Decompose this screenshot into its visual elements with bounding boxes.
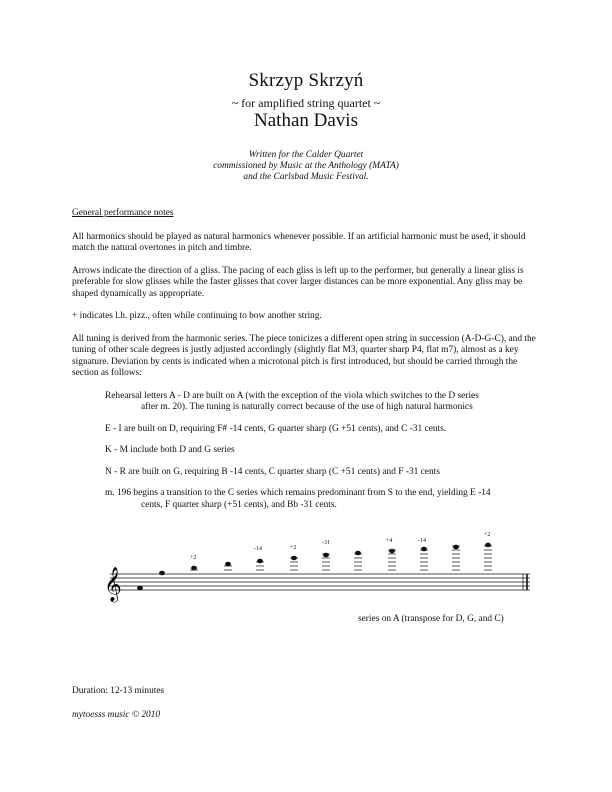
treble-clef-icon: 𝄞 xyxy=(104,567,122,602)
harmonic-series-staff xyxy=(104,532,530,608)
dedication-line: commissioned by Music at the Anthology (MATA) xyxy=(213,161,399,171)
note-head xyxy=(137,586,142,590)
tuning-item-continuation: after m. 20). The tuning is naturally correct because of the use of high natural harmonics xyxy=(141,402,473,412)
notes-group xyxy=(137,543,490,590)
cent-annotation: +2 xyxy=(190,555,197,561)
notes-heading: General performance notes xyxy=(72,208,174,218)
tuning-item-text: N - R are built on G, requiring B -14 cents, C quarter sharp (C +51 cents) and F -31 cents xyxy=(105,466,440,477)
copyright: mytoesss music © 2010 xyxy=(72,710,161,720)
cent-annotation: -31 xyxy=(322,540,330,546)
tuning-item xyxy=(105,467,542,479)
note-head xyxy=(225,562,230,566)
dedication-line: and the Carlsbad Music Festival. xyxy=(243,172,369,182)
cent-annotation: +4 xyxy=(386,538,393,544)
cent-annotations xyxy=(190,532,490,561)
note-paragraph-tuning: All tuning is derived from the harmonic series. The piece tonicizes a different open string in succession (A-D-G-C), and the tuning of other scale degrees is justly adjusted accordingly (slightly flat M3, quarter sharp P4, flat m7), almost as a key signature. Deviation by cents is indicated when a microtonal pitch is first introduced, but should be carried through the section as follows: xyxy=(72,333,536,378)
tuning-item-text: K - M include both D and G series xyxy=(105,445,235,455)
cent-annotation: +2 xyxy=(290,545,297,551)
note-paragraph-gliss: Arrows indicate the direction of a gliss. The pacing of each gliss is left up to the performer, but generally a linear gliss is preferable for slow glisses while the faster glisses that cover larger distances can be more exponential. Any gliss may be shaped dynamically as appropriate. xyxy=(72,265,524,299)
cent-annotation: +2 xyxy=(484,532,491,538)
tuning-item-text: E - I are built on D, requiring F# -14 cents, G quarter sharp (G +51 cents), and C -31 cents. xyxy=(105,423,447,434)
example-caption: series on A (transpose for D, G, and C) xyxy=(358,614,504,624)
composer-name: Nathan Davis xyxy=(254,110,358,131)
performance-notes xyxy=(72,208,542,521)
tuning-item-text: Rehearsal letters A - D are built on A (with the exception of the viola which switches to the D series xyxy=(105,390,479,401)
tuning-item-text: m. 196 begins a transition to the C series which remains predominant from S to the end, yielding E -14 xyxy=(105,488,491,498)
duration: Duration: 12-13 minutes xyxy=(72,686,165,696)
tuning-item xyxy=(105,391,542,414)
cent-annotation: -14 xyxy=(254,546,262,552)
dedication-line: Written for the Calder Quartet xyxy=(248,150,364,160)
ledger-lines xyxy=(190,546,492,570)
tuning-item-continuation: cents, F quarter sharp (+51 cents), and Bb -31 cents. xyxy=(141,499,337,510)
note-paragraph-pizz: + indicates l.h. pizz., often while continuing to bow another string. xyxy=(72,311,322,321)
note-head xyxy=(191,566,196,570)
note-paragraph-harmonics: All harmonics should be played as natural harmonics whenever possible. If an artificial harmonic must be used, it should match the natural overtones in pitch and timbre. xyxy=(72,231,526,253)
staff-lines xyxy=(110,574,530,590)
note-head xyxy=(159,571,164,575)
cent-annotation: -14 xyxy=(418,538,426,544)
tuning-item xyxy=(105,424,542,436)
tuning-item xyxy=(105,488,542,511)
piece-title: Skrzyp Skrzyń xyxy=(248,70,364,91)
dedication xyxy=(0,150,612,183)
piece-subtitle: ~ for amplified string quartet ~ xyxy=(231,96,381,110)
tuning-item xyxy=(105,445,542,457)
